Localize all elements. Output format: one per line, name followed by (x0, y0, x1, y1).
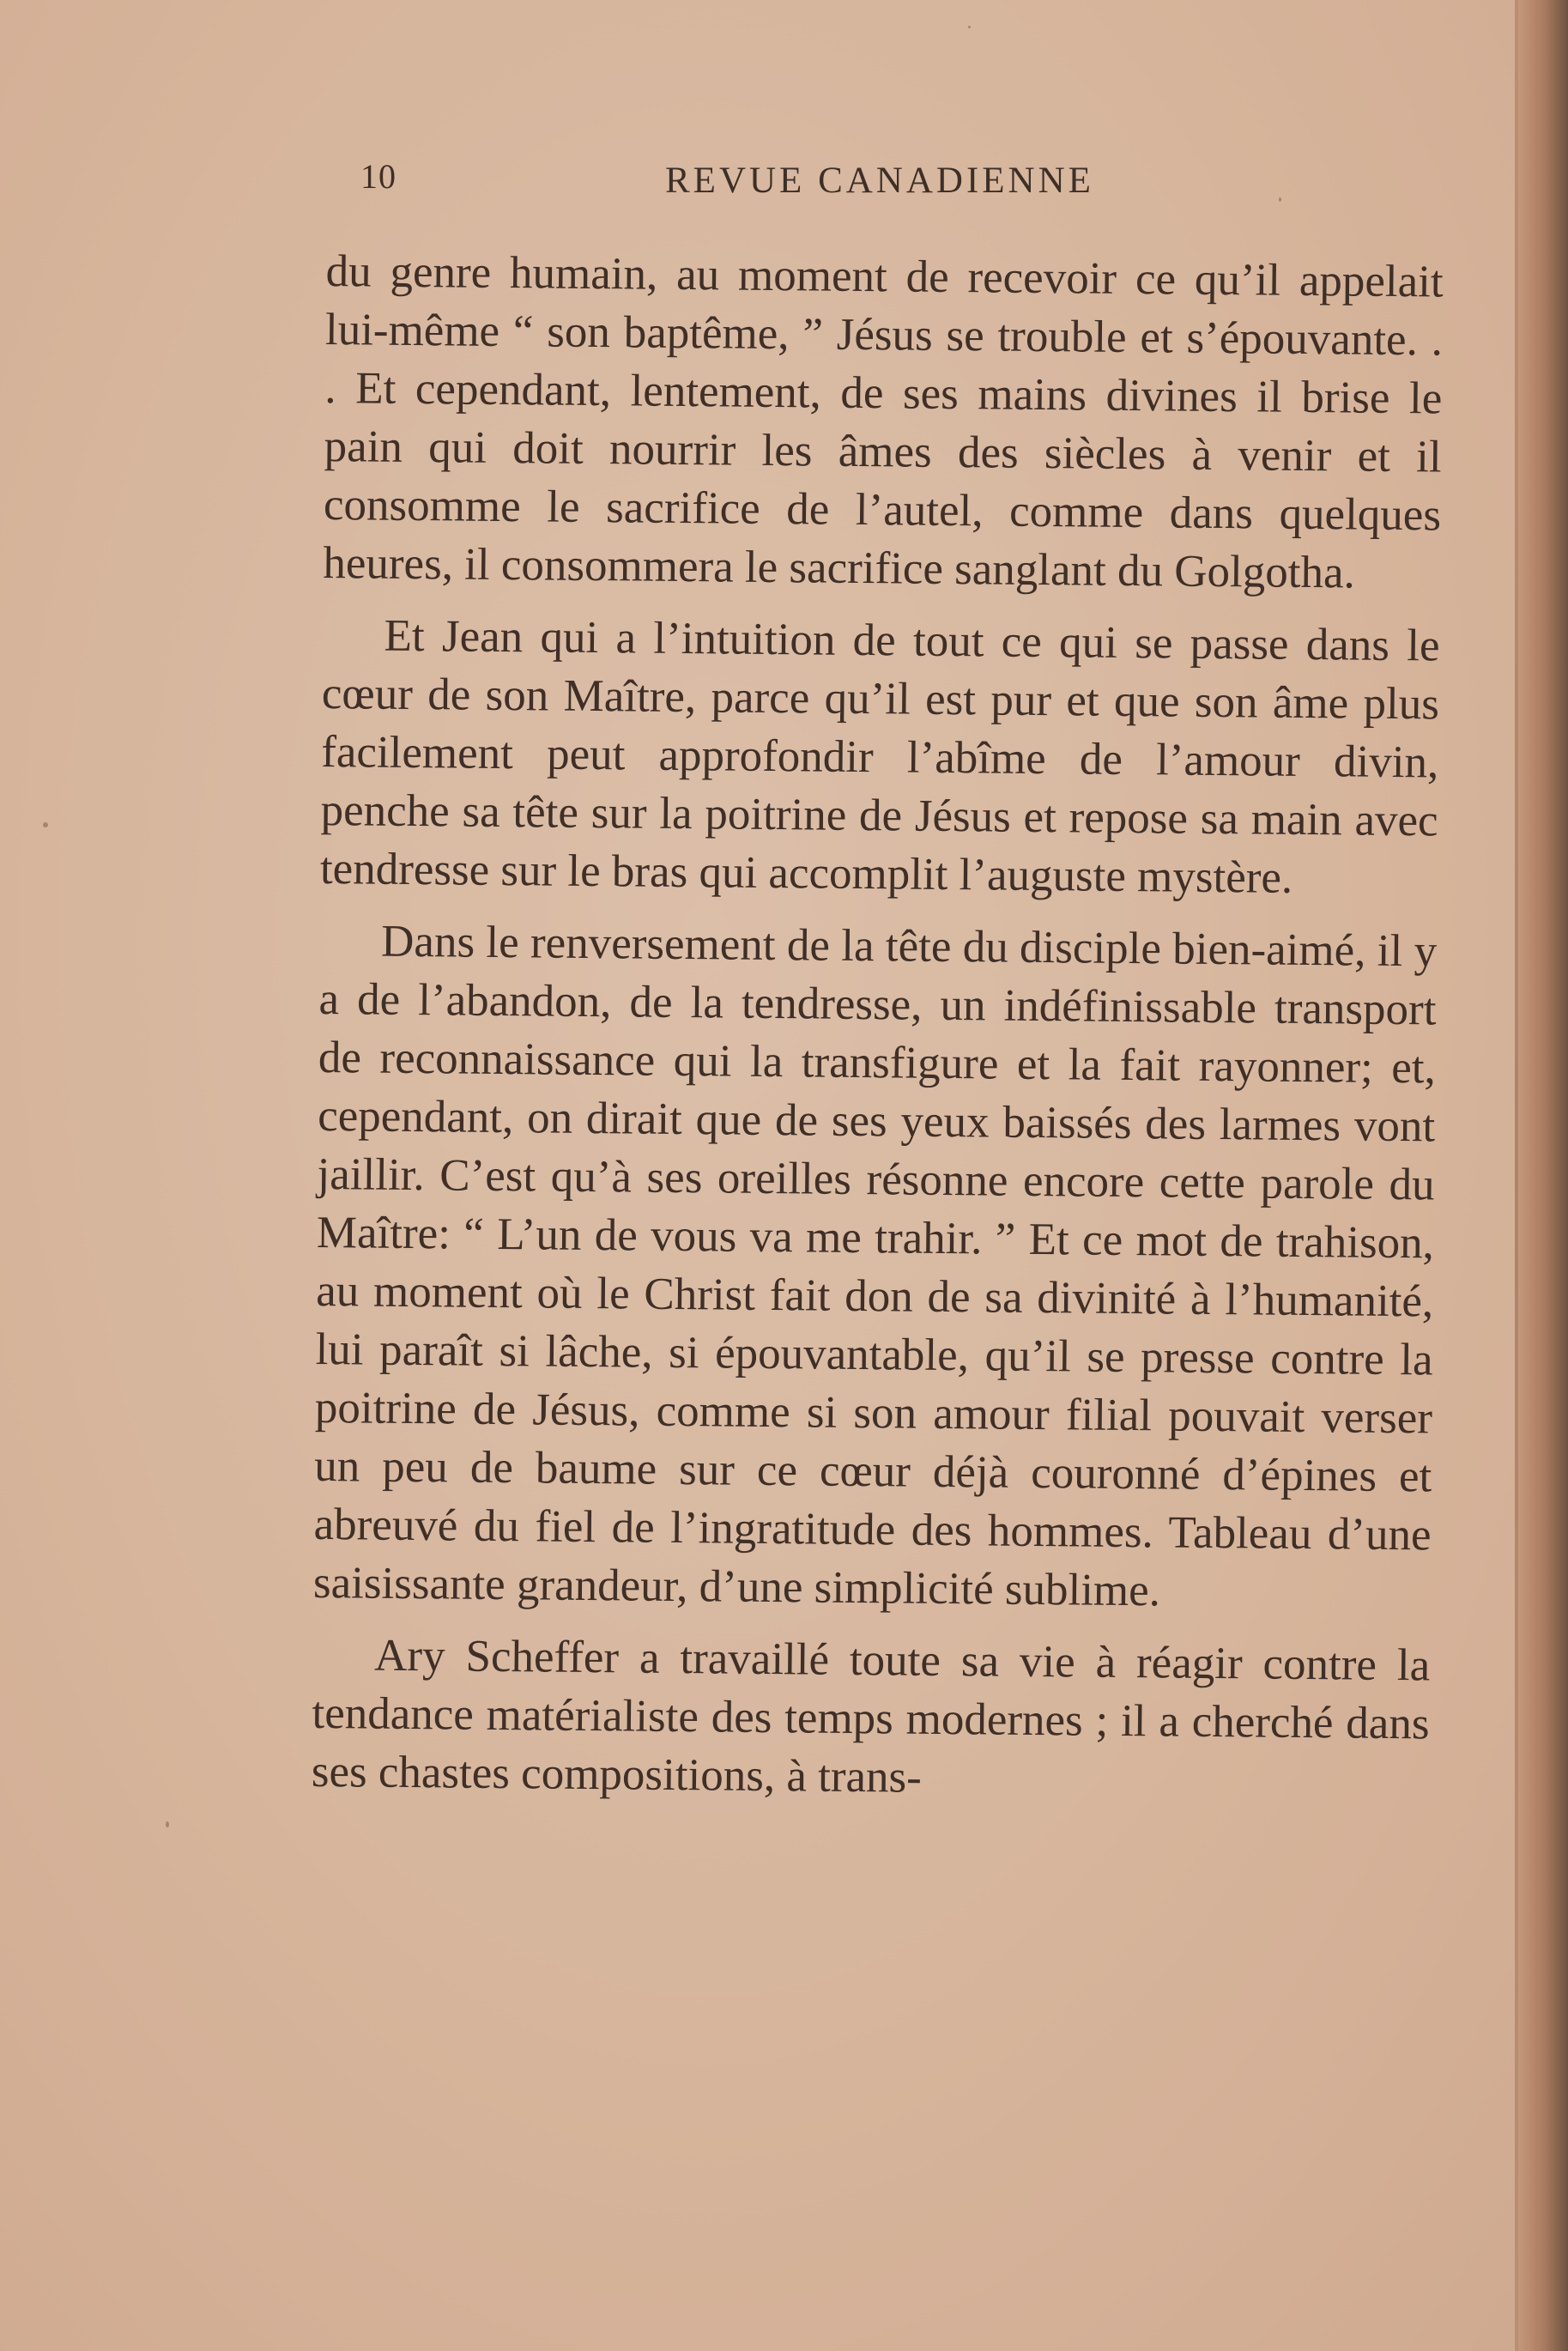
paragraph-3: Dans le renversement de la tête du disciple bien-aimé, il y a de l’abandon, de la tendresse, un indéfinissable transport de reconnaissance qui la transfigure et la fait rayonner; et, cependant, on dirait que de ses yeux baissés des larmes vont jaillir. C’est qu’à ses oreilles résonne encore cette parole du Maître: “ L’un de vous va me trahir. ” Et ce mot de trahison, au moment où le Christ fait don de sa divinité à l’humanité, lui paraît si lâche, si épouvantable, qu’il se presse contre la poitrine de Jésus, comme si son amour filial pouvait verser un peu de baume sur ce cœur déjà couronné d’épines et abreuvé du fiel de l’ingratitude des hommes. Tableau d’une saisissante grandeur, d’une simplicité sublime. (312, 916, 1438, 1616)
paper-speck (968, 26, 971, 28)
running-title: REVUE CANADIENNE (665, 161, 1094, 201)
paragraph-1: du genre humain, au moment de recevoir ce qu’il appelait lui-même “ son baptême, ” Jésus se trouble et s’épouvante. . . Et cependant, lentement, de ses mains divines il brise le pain qui doit nourrir les âmes des siècles à venir et il consomme le sacrifice de l’autel, comme dans quelques heures, il consommera le sacrifice sanglant du Golgotha. (323, 245, 1444, 598)
page-header (360, 156, 1515, 208)
body-text (311, 242, 1444, 1825)
page-edge-line (1515, 0, 1518, 2351)
page-edge-shadow (1515, 0, 1568, 2351)
paper-speck (1279, 197, 1281, 202)
paper-speck (43, 822, 48, 827)
paragraph-2: Et Jean qui a l’intuition de tout ce qui se passe dans le cœur de son Maître, parce qu’il est pur et que son âme plus facilement peut approfondir l’abîme de l’amour divin, penche sa tête sur la poitrine de Jésus et repose sa main avec tendresse sur le bras qui accomplit l’auguste mystère. (319, 610, 1440, 903)
paragraph-4: Ary Scheffer a travaillé toute sa vie à réagir contre la tendance matérialiste des temps modernes ; il a cherché dans ses chastes compositions, à trans- (311, 1630, 1431, 1803)
paper-speck (166, 1821, 169, 1827)
page-number: 10 (360, 157, 397, 196)
